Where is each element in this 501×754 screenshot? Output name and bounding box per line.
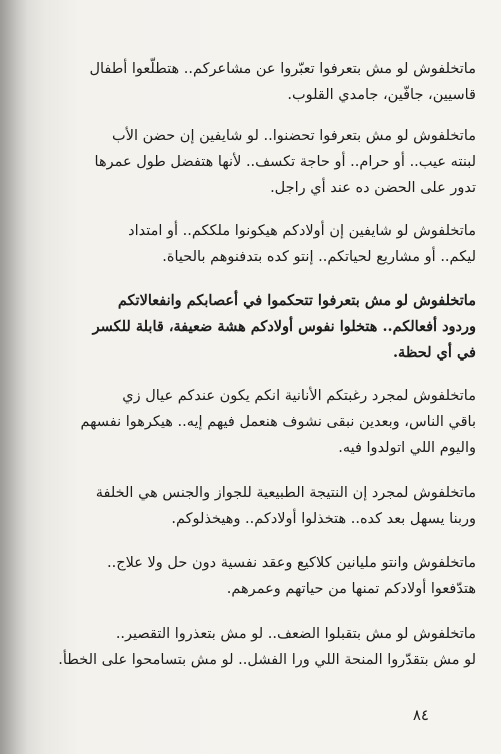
paragraph-5 [0,383,476,461]
paragraph-line: واليوم اللي اتولدوا فيه. [338,440,476,456]
paragraph-line: ماتخلفوش لو مش بتعرفوا تتحكموا في أعصابكم وانفعالاتكم [117,292,476,309]
paragraph-1 [0,56,476,108]
paragraph-2 [0,123,476,201]
paragraph-line: ماتخلفوش لو مش بتعرفوا تعبّروا عن مشاعركم.. هتطلّعوا أطفال [89,61,476,77]
paragraph-line: وربنا يسهل بعد كده.. هتخذلوا أولادكم.. وهيخذلوكم. [171,511,476,527]
paragraph-line: ماتخلفوش لمجرد رغبتكم الأنانية انكم يكون عندكم عيال زي [122,388,476,404]
paragraph-line: باقي الناس، وبعدين نبقى نشوف هنعمل فيهم إيه.. هيكرهوا نفسهم [80,414,476,430]
paragraph-4 [0,288,476,366]
paragraph-line: ماتخلفوش وانتو مليانين كلاكيع وعقد نفسية دون حل ولا علاج.. [107,555,476,571]
paragraph-line: لو مش بتقدّروا المنحة اللي ورا الفشل.. لو مش بتسامحوا على الخطأ. [58,652,476,668]
paragraph-line: تدور على الحضن ده عند أي راجل. [270,180,476,196]
paragraph-line: وردود أفعالكم.. هتخلوا نفوس أولادكم هشة ضعيفة، قابلة للكسر [92,318,476,335]
paragraph-7 [0,550,476,602]
page-number: ٨٤ [412,706,429,724]
paragraph-line: ليكم.. أو مشاريع لحياتكم.. إنتو كده بتدفنوهم بالحياة. [162,249,476,265]
paragraph-8 [0,621,476,673]
paragraph-6 [0,480,476,532]
paragraph-line: في أي لحظة. [393,344,476,361]
paragraph-line: قاسيين، جافّين، جامدي القلوب. [287,87,476,103]
paragraph-line: ماتخلفوش لمجرد إن النتيجة الطبيعية للجواز والجنس هي الخلفة [95,485,476,501]
paragraph-line: ماتخلفوش لو مش بتعرفوا تحضنوا.. لو شايفين إن حضن الأب [112,128,476,144]
paragraph-line: ماتخلفوش لو شايفين إن أولادكم هيكونوا ملككم.. أو امتداد [128,223,476,239]
paragraph-line: ماتخلفوش لو مش بتقبلوا الضعف.. لو مش بتعذروا التقصير.. [115,626,476,642]
paragraph-line: هتدّفعوا أولادكم تمنها من حياتهم وعمرهم. [226,581,476,597]
paragraph-3 [0,218,476,270]
paragraph-line: لبنته عيب.. أو حرام.. أو حاجة تكسف.. لأنها هتفضل طول عمرها [94,154,476,170]
